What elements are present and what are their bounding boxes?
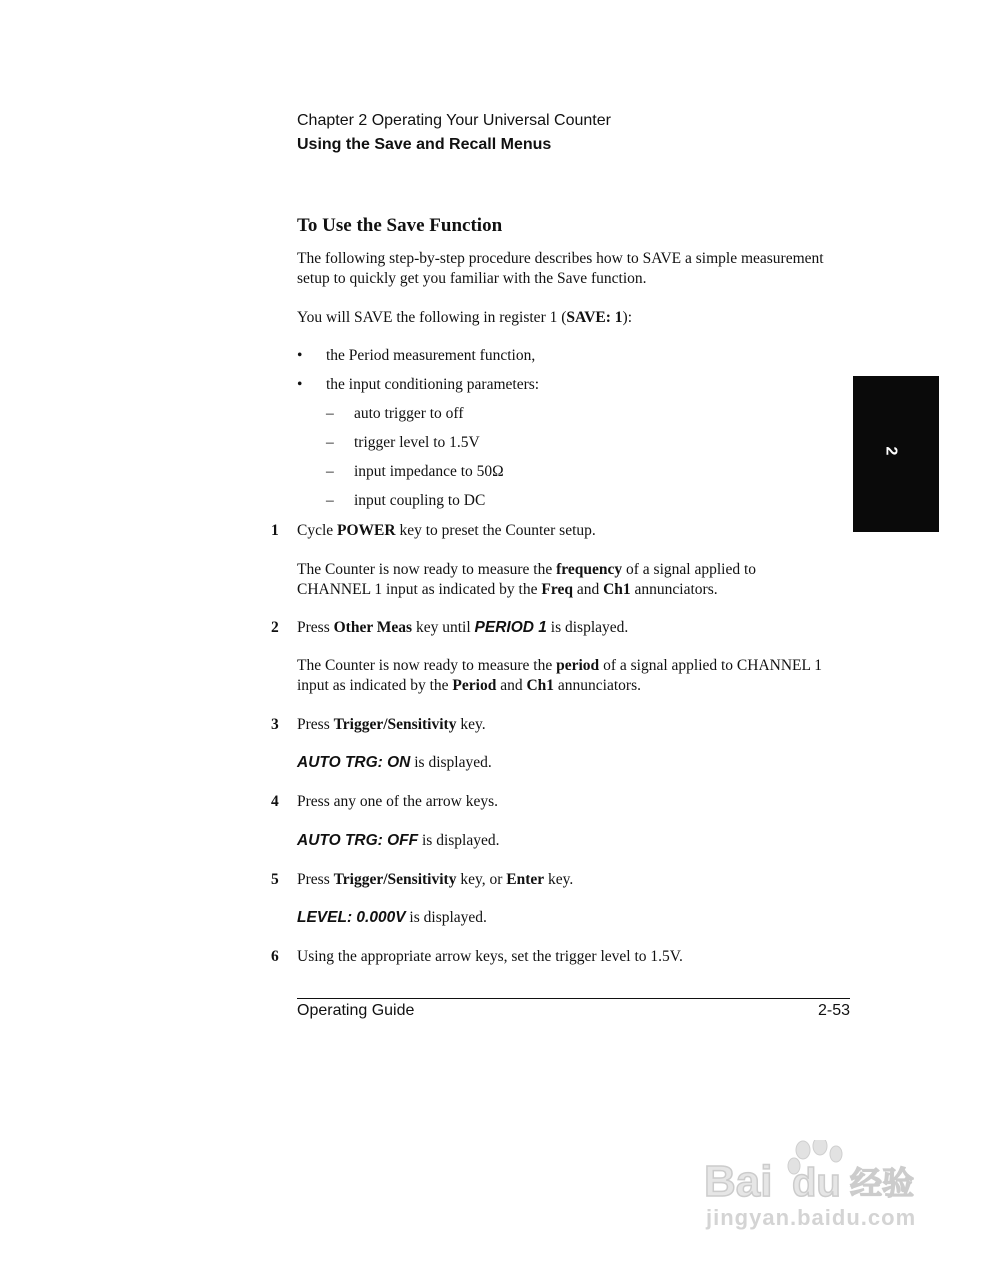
intro-line-1: The following step-by-step procedure describes how to SAVE a simple measurement bbox=[297, 250, 824, 267]
step-number: 1 bbox=[271, 522, 279, 539]
note-line bbox=[297, 580, 857, 600]
dash-mark: – bbox=[326, 434, 334, 451]
key-label: POWER bbox=[337, 522, 396, 539]
step-text: Press bbox=[297, 619, 334, 636]
intro-paragraph bbox=[297, 249, 857, 289]
step-6-text: Using the appropriate arrow keys, set the trigger level to 1.5V. bbox=[297, 948, 683, 965]
chapter-side-tab bbox=[853, 376, 939, 532]
watermark-url: jingyan.baidu.com bbox=[706, 1205, 917, 1230]
step-text: is displayed. bbox=[418, 832, 500, 849]
register-text-pre: You will SAVE the following in register 1 ( bbox=[297, 309, 567, 326]
bullet-text: the input conditioning parameters: bbox=[326, 376, 540, 393]
svg-text:Bai: Bai bbox=[704, 1157, 773, 1206]
display-readout: PERIOD 1 bbox=[474, 619, 547, 636]
chapter-header: Chapter 2 Operating Your Universal Counter bbox=[297, 112, 611, 129]
dash-mark: – bbox=[326, 463, 334, 480]
dash-text: input coupling to DC bbox=[354, 492, 486, 509]
dash-text: input impedance to 50Ω bbox=[354, 463, 504, 480]
note-text: and bbox=[496, 677, 527, 694]
note-line bbox=[297, 560, 857, 580]
display-readout: AUTO TRG: ON bbox=[297, 754, 411, 771]
note-text: The Counter is now ready to measure the bbox=[297, 657, 557, 674]
register-text-post: ): bbox=[622, 309, 632, 326]
annunciator-label: Period bbox=[452, 677, 497, 694]
step-text: key until bbox=[412, 619, 475, 636]
note-text: annunciators. bbox=[554, 677, 641, 694]
step-text: key to preset the Counter setup. bbox=[395, 522, 596, 539]
dash-text: trigger level to 1.5V bbox=[354, 434, 480, 451]
note-line bbox=[297, 656, 857, 676]
step-5-result bbox=[297, 908, 857, 928]
step-3-text bbox=[297, 715, 857, 735]
step-text: key, or bbox=[456, 871, 507, 888]
intro-line-2: setup to quickly get you familiar with the Save function. bbox=[297, 270, 647, 287]
key-label: Trigger/Sensitivity bbox=[333, 716, 457, 733]
step-text: is displayed. bbox=[405, 909, 487, 926]
step-4-text: Press any one of the arrow keys. bbox=[297, 793, 499, 810]
display-readout: LEVEL: 0.000V bbox=[297, 909, 406, 926]
note-text: CHANNEL 1 input as indicated by the bbox=[297, 581, 542, 598]
key-label: Trigger/Sensitivity bbox=[333, 871, 457, 888]
display-readout: AUTO TRG: OFF bbox=[297, 832, 419, 849]
note-text: and bbox=[572, 581, 604, 598]
step-text: key. bbox=[456, 716, 486, 733]
note-text: The Counter is now ready to measure the bbox=[297, 561, 557, 578]
svg-text:du: du bbox=[792, 1161, 841, 1205]
step-number: 4 bbox=[271, 793, 279, 810]
step-text: Press bbox=[297, 871, 334, 888]
step-number: 3 bbox=[271, 716, 279, 733]
step-number: 5 bbox=[271, 871, 279, 888]
bullet-mark: • bbox=[297, 376, 303, 393]
note-bold: frequency bbox=[556, 561, 623, 578]
bullet-text: the Period measurement function, bbox=[326, 347, 536, 364]
bullet-mark: • bbox=[297, 347, 303, 364]
note-text: input as indicated by the bbox=[297, 677, 453, 694]
dash-mark: – bbox=[326, 492, 334, 509]
footer-rule bbox=[297, 998, 850, 999]
footer-guide-name: Operating Guide bbox=[297, 1002, 415, 1019]
dash-text: auto trigger to off bbox=[354, 405, 464, 422]
step-number: 2 bbox=[271, 619, 279, 636]
register-save-label: SAVE: 1 bbox=[566, 309, 623, 326]
step-text: is displayed. bbox=[546, 619, 629, 636]
note-bold: period bbox=[556, 657, 600, 674]
note-text: of a signal applied to CHANNEL 1 bbox=[599, 657, 823, 674]
step-3-result bbox=[297, 753, 857, 773]
step-2-note bbox=[297, 656, 857, 696]
baidu-watermark-logo bbox=[700, 1140, 940, 1250]
register-paragraph bbox=[297, 308, 857, 328]
note-text: of a signal applied to bbox=[622, 561, 757, 578]
page-title: To Use the Save Function bbox=[297, 215, 503, 236]
dash-mark: – bbox=[326, 405, 334, 422]
footer-page-number: 2-53 bbox=[817, 1002, 850, 1019]
step-text: is displayed. bbox=[410, 754, 492, 771]
section-header: Using the Save and Recall Menus bbox=[297, 136, 552, 153]
note-text: annunciators. bbox=[630, 581, 718, 598]
step-text: Cycle bbox=[297, 522, 338, 539]
chapter-tab-number: 2 bbox=[882, 446, 900, 456]
svg-text:经验: 经验 bbox=[850, 1164, 915, 1202]
step-1-text bbox=[297, 521, 857, 541]
step-1-note bbox=[297, 560, 857, 600]
note-line bbox=[297, 676, 857, 696]
step-text: key. bbox=[544, 871, 574, 888]
annunciator-label: Freq bbox=[541, 581, 573, 598]
step-4-result bbox=[297, 831, 857, 851]
key-label: Enter bbox=[506, 871, 545, 888]
step-5-text bbox=[297, 870, 857, 890]
annunciator-label: Ch1 bbox=[526, 677, 555, 694]
step-2-text bbox=[297, 618, 857, 638]
step-text: Press bbox=[297, 716, 334, 733]
step-number: 6 bbox=[271, 948, 279, 965]
key-label: Other Meas bbox=[333, 619, 413, 636]
annunciator-label: Ch1 bbox=[603, 581, 631, 598]
